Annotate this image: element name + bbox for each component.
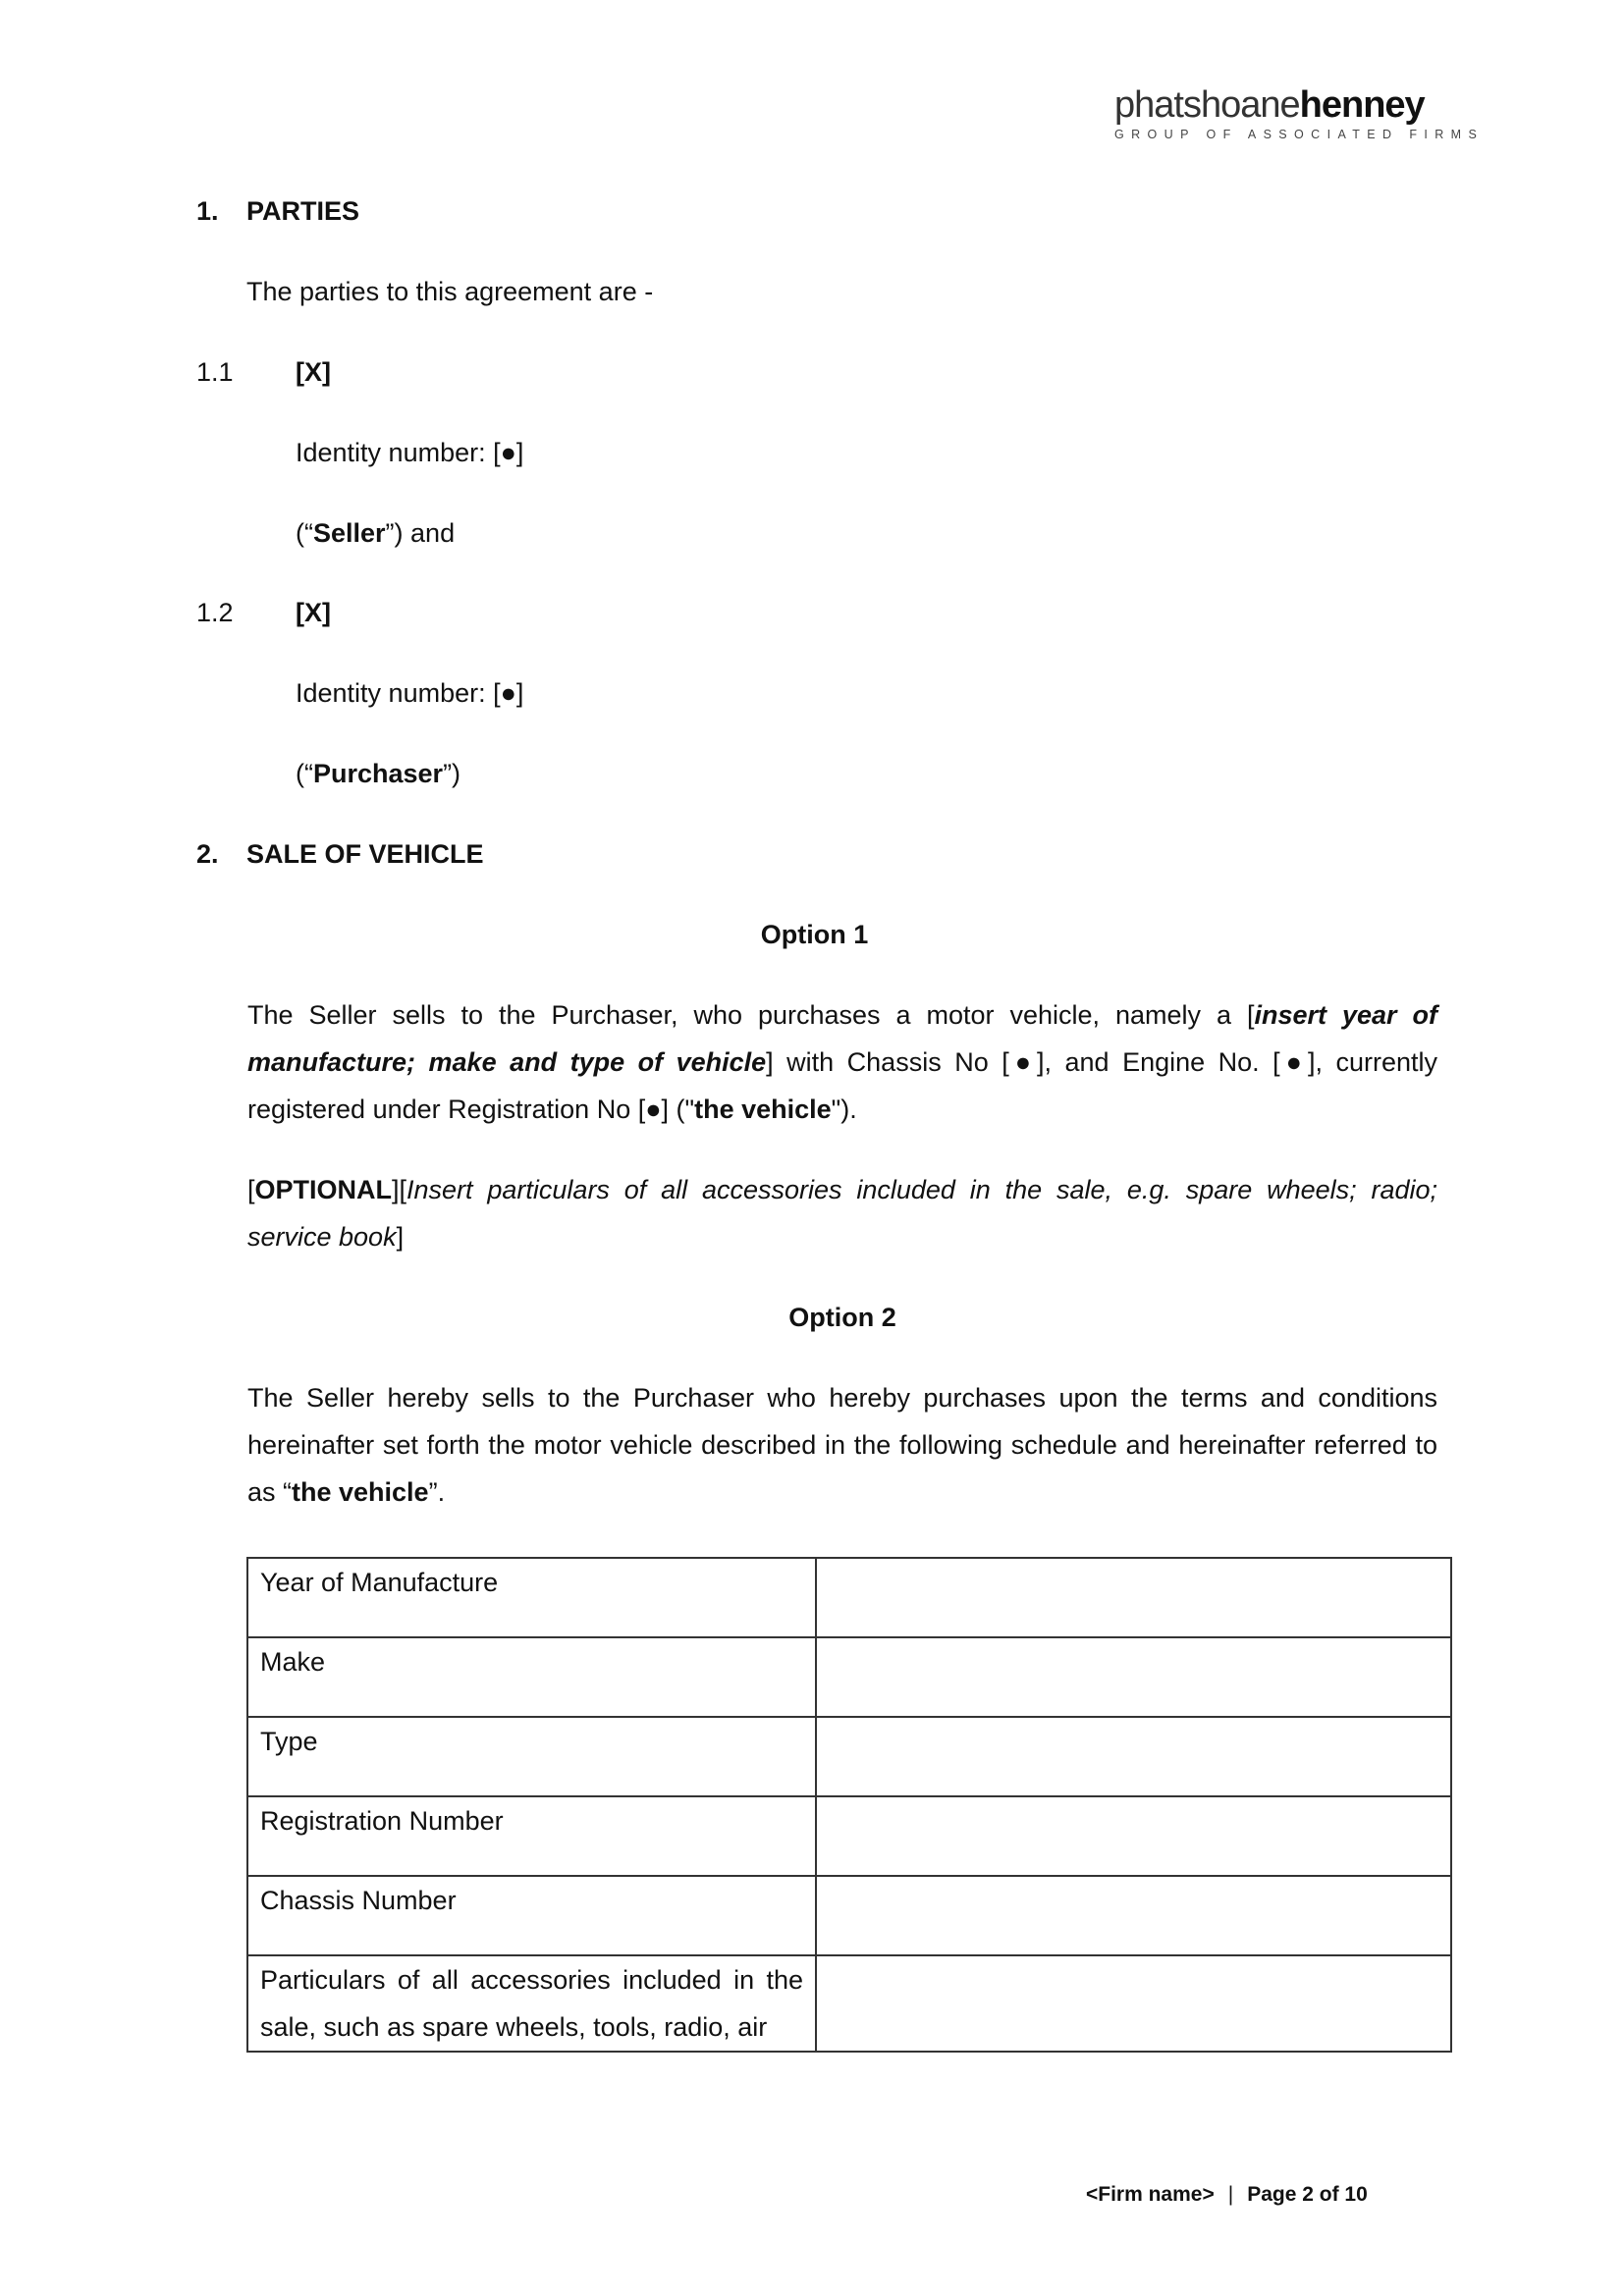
- text: The Seller hereby sells to the Purchaser who hereby purchases upon the terms and conditions hereinafter set forth the motor vehicle described in the following schedule and hereinafter referred to as “: [247, 1383, 1437, 1507]
- option-2-paragraph: [247, 1374, 1437, 1516]
- option-1-heading: Option 1: [760, 920, 869, 949]
- optional-accessories-paragraph: [247, 1166, 1437, 1260]
- row-label: Year of Manufacture: [247, 1558, 816, 1637]
- text: ][: [392, 1175, 407, 1204]
- table-row: [247, 1637, 1451, 1717]
- party-2-name: [X]: [296, 598, 331, 627]
- row-value[interactable]: [816, 1876, 1451, 1955]
- section-1-title: PARTIES: [246, 196, 360, 226]
- role-open: (“: [296, 759, 313, 788]
- table-row: [247, 1717, 1451, 1796]
- text: The Seller sells to the Purchaser, who purchases a motor vehicle, namely a [: [247, 1000, 1255, 1030]
- vehicle-schedule-table: [246, 1557, 1452, 2053]
- party-1-name: [X]: [296, 357, 331, 387]
- row-value[interactable]: [816, 1558, 1451, 1637]
- footer-firm-name: <Firm name>: [1086, 2183, 1215, 2206]
- defined-term: the vehicle: [694, 1095, 832, 1124]
- placeholder-instruction: insert year of manufacture; make and type of vehicle: [247, 1000, 1437, 1077]
- row-value[interactable]: [816, 1717, 1451, 1796]
- role-close: ”) and: [385, 518, 456, 548]
- row-label: Registration Number: [247, 1796, 816, 1876]
- section-1-number: 1.: [196, 196, 219, 226]
- row-label: Type: [247, 1717, 816, 1796]
- text: ").: [831, 1095, 857, 1124]
- party-2-number: 1.2: [196, 598, 234, 627]
- logo-bold-text: henney: [1299, 84, 1425, 126]
- logo-tagline: GROUP OF ASSOCIATED FIRMS: [1114, 128, 1485, 141]
- section-1-intro: The parties to this agreement are -: [246, 277, 654, 306]
- row-value[interactable]: [816, 1637, 1451, 1717]
- role-open: (“: [296, 518, 313, 548]
- option-2-heading: Option 2: [788, 1303, 896, 1332]
- party-1-number: 1.1: [196, 357, 234, 387]
- page-footer: [1086, 2183, 1368, 2207]
- text: ”.: [428, 1477, 446, 1507]
- text: ]: [396, 1222, 405, 1252]
- defined-term: the vehicle: [292, 1477, 429, 1507]
- role-purchaser: Purchaser: [312, 759, 444, 788]
- party-2-id: Identity number: [●]: [296, 678, 524, 708]
- row-label: Particulars of all accessories included in the sale, such as spare wheels, tools, radio, air: [247, 1955, 816, 2052]
- role-seller: Seller: [312, 518, 386, 548]
- role-close: ”): [443, 759, 461, 788]
- table-row: [247, 1876, 1451, 1955]
- table-row: [247, 1955, 1451, 2052]
- row-value[interactable]: [816, 1796, 1451, 1876]
- text: ] with Chassis No [●], and Engine No. [●], currently registered under Registration No [●] (": [247, 1047, 1437, 1124]
- party-1-role: [296, 518, 455, 549]
- optional-tag: OPTIONAL: [254, 1175, 393, 1204]
- logo-light-text: phatshoane: [1114, 84, 1300, 126]
- logo-wordmark: [1114, 86, 1438, 124]
- option-1-paragraph: [247, 991, 1437, 1133]
- section-2-number: 2.: [196, 839, 219, 869]
- party-1-id: Identity number: [●]: [296, 438, 524, 467]
- footer-separator: |: [1227, 2183, 1234, 2206]
- table-row: [247, 1796, 1451, 1876]
- placeholder-instruction: Insert particulars of all accessories included in the sale, e.g. spare wheels; radio; service book: [247, 1175, 1437, 1252]
- row-value[interactable]: [816, 1955, 1451, 2052]
- row-label: Make: [247, 1637, 816, 1717]
- table-row: [247, 1558, 1451, 1637]
- text: [: [247, 1175, 255, 1204]
- row-label: Chassis Number: [247, 1876, 816, 1955]
- firm-logo: [1114, 84, 1485, 141]
- page-number: Page 2 of 10: [1247, 2183, 1368, 2206]
- party-2-role: [296, 759, 460, 789]
- section-2-title: SALE OF VEHICLE: [246, 839, 484, 869]
